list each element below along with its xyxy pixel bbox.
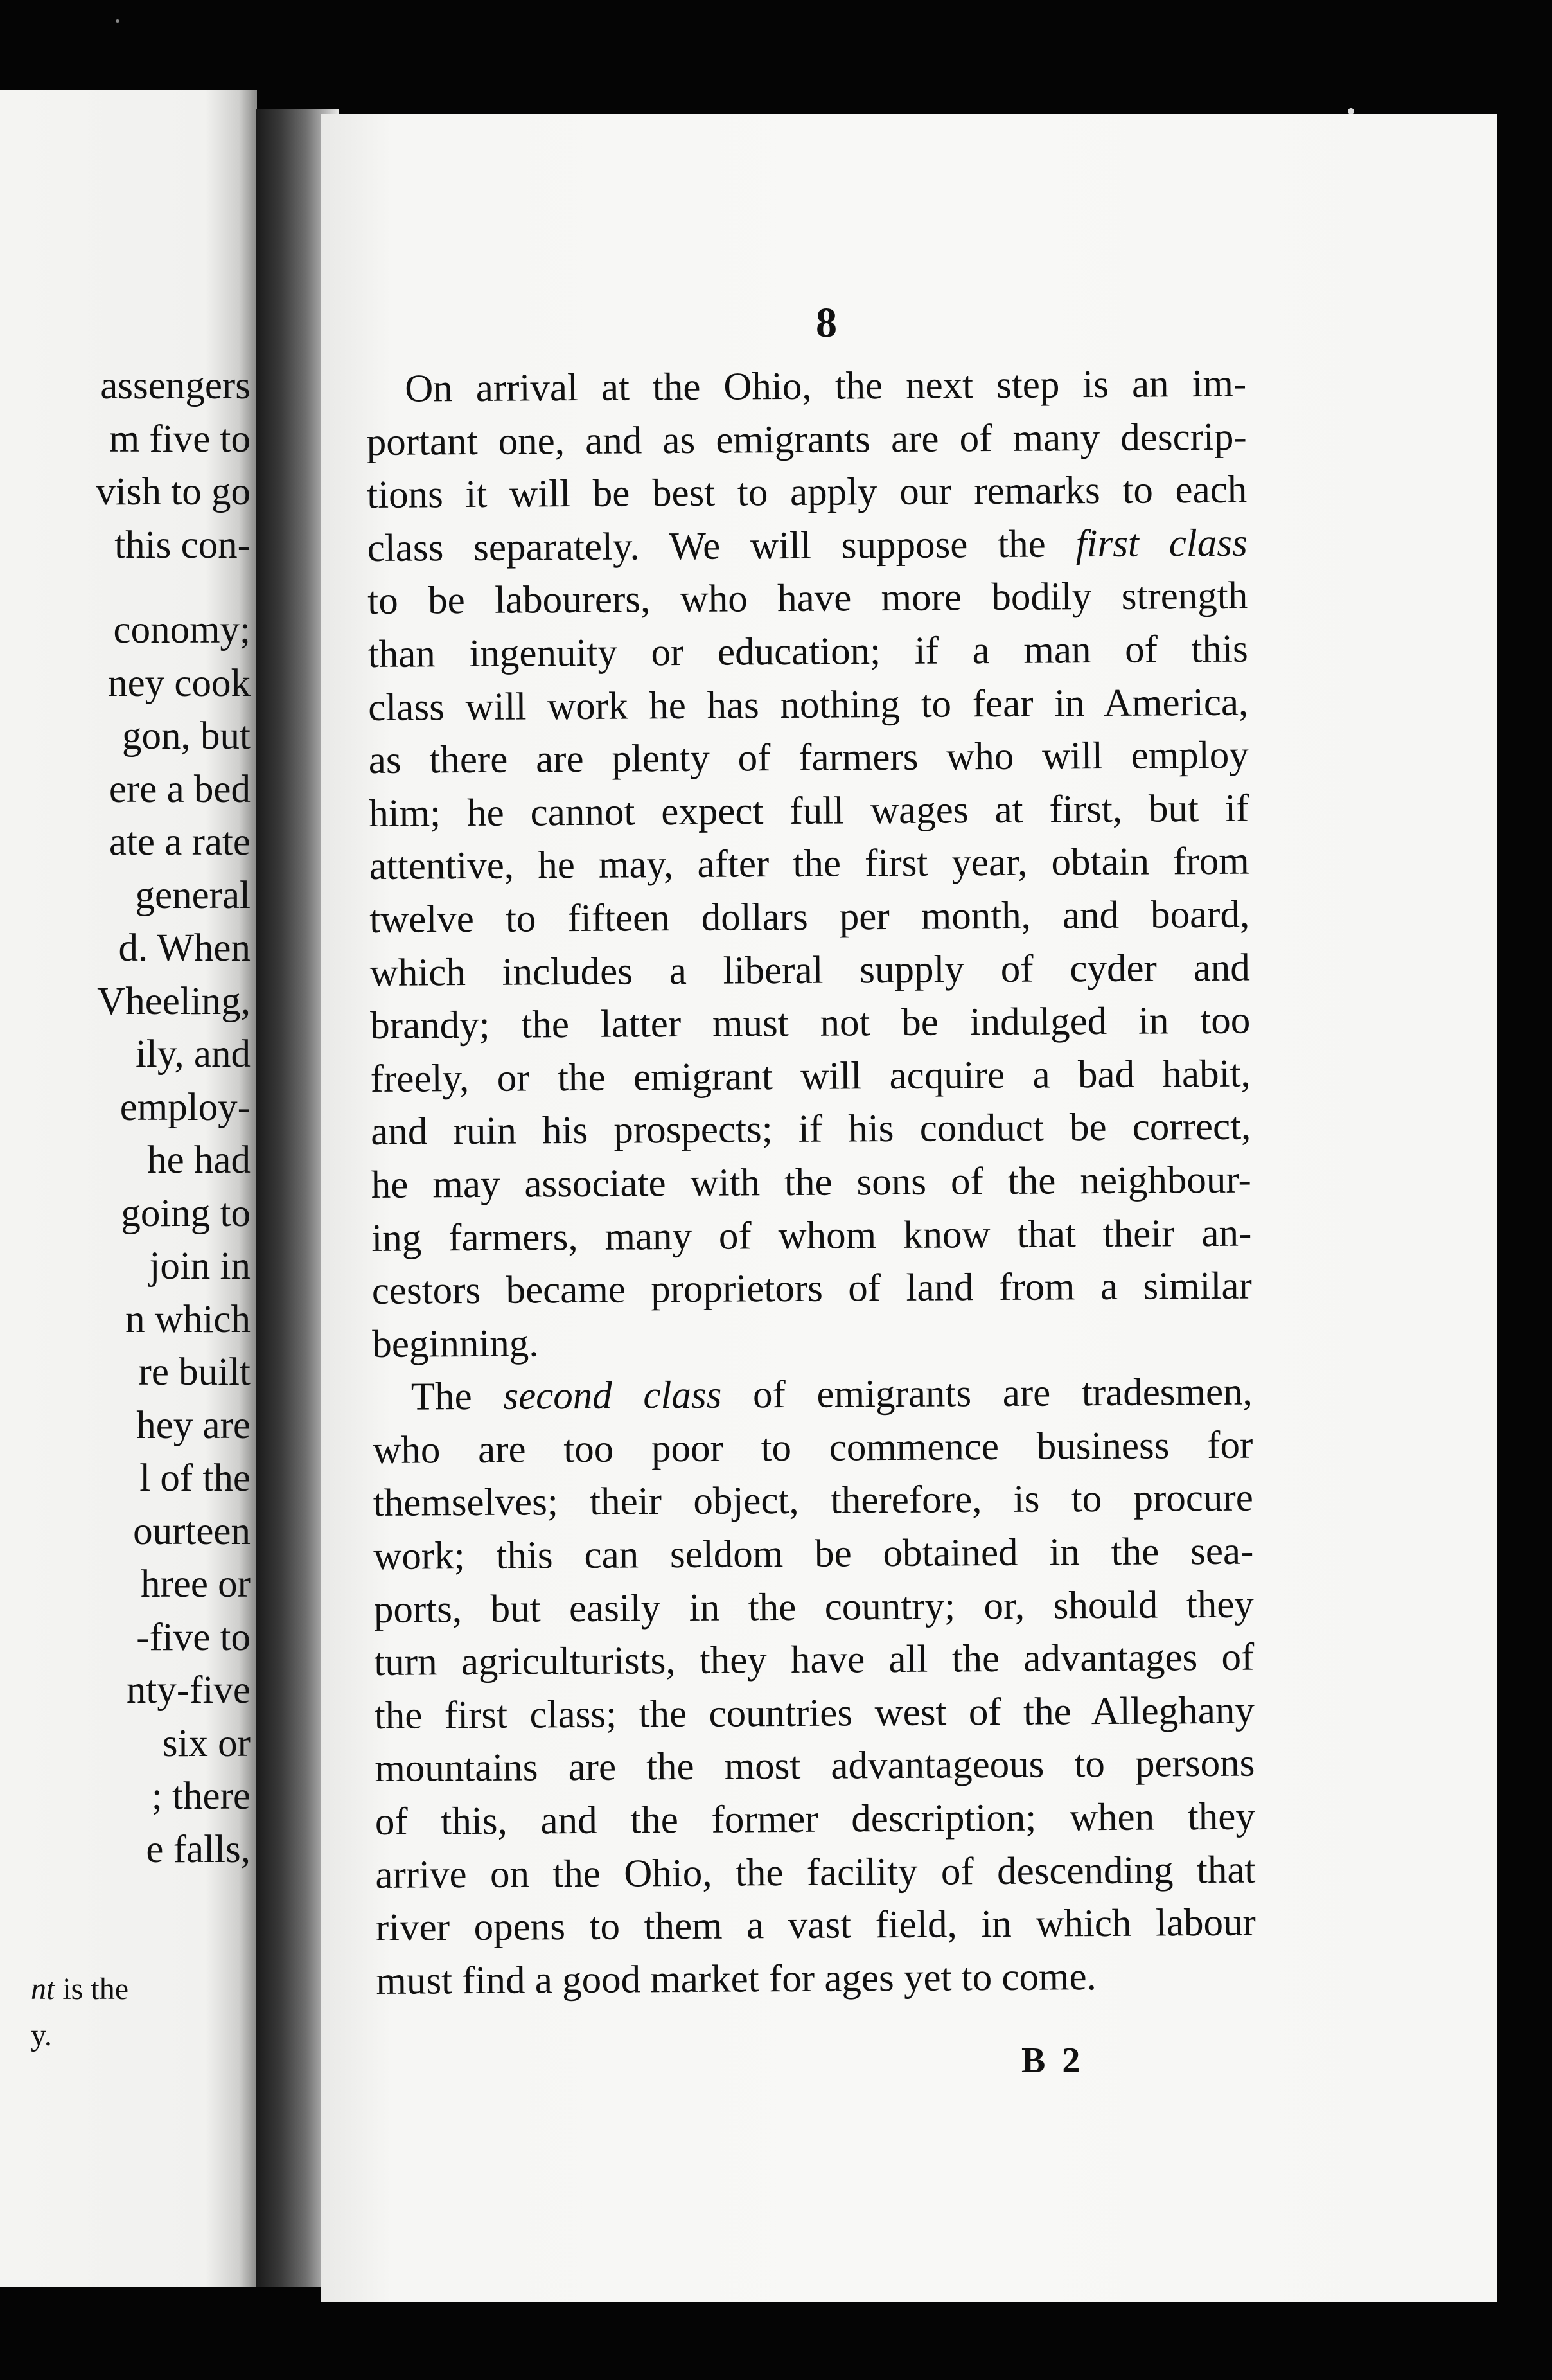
left-footnote-line-1 bbox=[31, 1966, 128, 2012]
left-line: conomy; bbox=[113, 608, 251, 652]
text-line: On arrival at the Ohio, the next step is an im- bbox=[405, 362, 1247, 411]
text-line bbox=[367, 517, 1248, 575]
text-line: portant one, and as emigrants are of many descrip- bbox=[366, 415, 1247, 464]
left-paragraph-gap bbox=[0, 572, 251, 604]
scan-speck bbox=[116, 19, 119, 23]
text-segment: The bbox=[410, 1375, 504, 1419]
left-page-text bbox=[0, 360, 251, 1876]
left-line: ourteen bbox=[133, 1509, 251, 1553]
left-line: he had bbox=[147, 1139, 251, 1182]
body-text bbox=[366, 358, 1257, 2009]
text-line: class will work he has nothing to fear in America, bbox=[368, 680, 1249, 729]
left-line: nty-five bbox=[126, 1669, 251, 1712]
text-line: attentive, he may, after the first year, obtain from bbox=[369, 839, 1249, 889]
left-line: ate a rate bbox=[109, 821, 251, 864]
text-line: river opens to them a vast field, in which labour bbox=[375, 1901, 1257, 1950]
text-line: beginning. bbox=[372, 1322, 539, 1366]
left-footnote-text: is the bbox=[55, 1972, 128, 2006]
text-line: twelve to fifteen dollars per month, and board, bbox=[369, 892, 1250, 941]
text-line: and ruin his prospects; if his conduct be correct, bbox=[371, 1105, 1251, 1154]
text-line bbox=[373, 1366, 1253, 1425]
left-line: six or bbox=[162, 1721, 251, 1765]
left-footnote bbox=[31, 1966, 128, 2059]
left-line: hey are bbox=[136, 1403, 251, 1447]
left-line: m five to bbox=[109, 417, 251, 461]
text-line: turn agriculturists, they have all the advantages of bbox=[374, 1635, 1255, 1685]
left-line: ere a bed bbox=[109, 767, 251, 811]
left-line: e falls, bbox=[146, 1827, 251, 1871]
left-line: general bbox=[135, 873, 251, 917]
left-line: Vheeling, bbox=[97, 979, 251, 1023]
left-line: l of the bbox=[139, 1457, 251, 1500]
paragraph-2 bbox=[373, 1366, 1257, 2008]
left-line: gon, but bbox=[122, 715, 251, 758]
left-line: d. When bbox=[118, 927, 251, 970]
text-line: arrive on the Ohio, the facility of descending that bbox=[375, 1848, 1256, 1897]
text-line: to be labourers, who have more bodily strength bbox=[367, 574, 1248, 623]
text-line: who are too poor to commence business for bbox=[373, 1423, 1253, 1472]
text-line: of this, and the former description; when they bbox=[375, 1795, 1256, 1843]
text-line: must find a good market for ages yet to come. bbox=[376, 1955, 1097, 2003]
left-line: ; there bbox=[151, 1775, 251, 1818]
signature-mark: B 2 bbox=[1021, 2041, 1084, 2081]
paragraph-1 bbox=[366, 358, 1253, 1372]
text-line: he may associate with the sons of the neighbour- bbox=[371, 1158, 1251, 1207]
text-line: the first class; the countries west of the Alleghany bbox=[374, 1689, 1255, 1737]
left-line: this con- bbox=[114, 523, 251, 567]
left-line: assengers bbox=[100, 364, 251, 407]
text-line: than ingenuity or education; if a man of this bbox=[367, 627, 1248, 676]
text-line: tions it will be best to apply our remarks to each bbox=[367, 468, 1248, 517]
text-line: which includes a liberal supply of cyder and bbox=[369, 946, 1250, 995]
left-footnote-line-2: y. bbox=[31, 2018, 52, 2052]
left-line: -five to bbox=[136, 1615, 251, 1659]
text-line: mountains are the most advantageous to persons bbox=[375, 1742, 1255, 1791]
left-page bbox=[0, 90, 257, 2287]
left-line: hree or bbox=[140, 1563, 251, 1606]
left-line: vish to go bbox=[96, 470, 251, 513]
left-line: re built bbox=[138, 1351, 251, 1394]
left-line: ney cook bbox=[108, 661, 251, 705]
italic-phrase: first class bbox=[1075, 521, 1248, 566]
left-line: ily, and bbox=[135, 1033, 251, 1076]
left-footnote-italic: nt bbox=[31, 1972, 55, 2006]
text-line: themselves; their object, therefore, is to procure bbox=[373, 1477, 1254, 1525]
text-segment: class separately. We will suppose the bbox=[367, 522, 1076, 570]
left-line: n which bbox=[125, 1297, 251, 1341]
text-line: as there are plenty of farmers who will employ bbox=[368, 733, 1249, 783]
text-line: freely, or the emigrant will acquire a bad habit, bbox=[370, 1052, 1251, 1101]
left-line: join in bbox=[149, 1245, 251, 1288]
text-line: ing farmers, many of whom know that their an- bbox=[371, 1211, 1252, 1260]
left-line: going to bbox=[121, 1191, 251, 1235]
italic-phrase: second class bbox=[503, 1373, 722, 1419]
text-line: brandy; the latter must not be indulged in too bbox=[370, 999, 1251, 1048]
text-line: work; this can seldom be obtained in the sea- bbox=[373, 1529, 1254, 1579]
left-line: employ- bbox=[119, 1085, 251, 1129]
text-line: cestors became proprietors of land from a similar bbox=[371, 1264, 1253, 1313]
text-line: ports, but easily in the country; or, should they bbox=[373, 1583, 1255, 1631]
scan-speck bbox=[1348, 108, 1354, 114]
page-number: 8 bbox=[816, 299, 837, 346]
text-segment: of emigrants are tradesmen, bbox=[721, 1370, 1253, 1417]
text-line: him; he cannot expect full wages at first, but if bbox=[369, 786, 1249, 835]
